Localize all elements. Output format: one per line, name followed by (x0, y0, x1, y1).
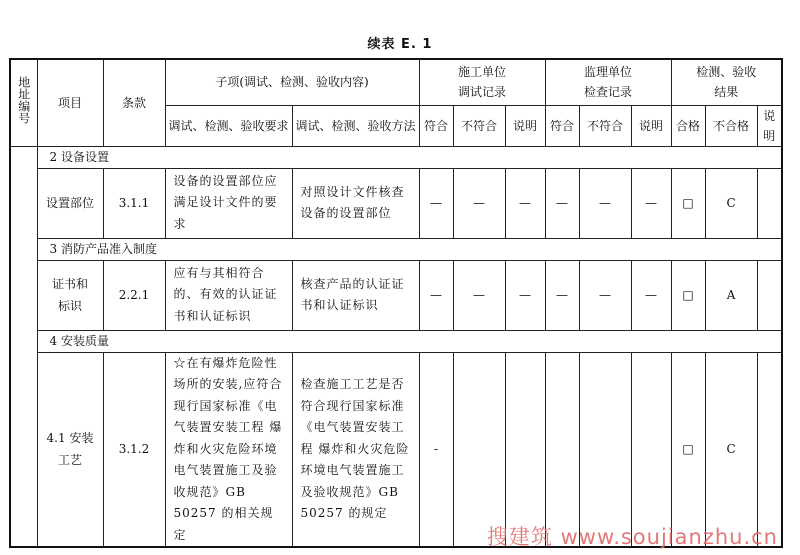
table-row (10, 168, 782, 238)
header-qualified: 合格 (671, 105, 705, 146)
method-cell: 核查产品的认证证书和认证标识 (292, 260, 419, 330)
header-contractor-conform: 符合 (419, 105, 453, 146)
clause-cell: 3.1.1 (103, 168, 165, 238)
contractor-nonconform-cell (453, 352, 505, 547)
requirement-cell: ☆在有爆炸危险性场所的安装,应符合现行国家标准《电气装置安装工程 爆炸和火灾危险环境电气装置施工及验收规范》GB 50257 的相关规定 (165, 352, 292, 547)
header-address-no: 地址编号 (10, 59, 37, 146)
table-row (10, 352, 782, 547)
supervisor-conform-cell (545, 352, 579, 547)
header-subitem: 子项(调试、检测、验收内容) (165, 59, 419, 105)
header-supervisor-note: 说明 (631, 105, 671, 146)
supervisor-note-cell (631, 352, 671, 547)
header-contractor: 施工单位调试记录 (419, 59, 545, 105)
contractor-nonconform-cell: — (453, 260, 505, 330)
header-result: 检测、验收结果 (671, 59, 782, 105)
qualified-checkbox[interactable]: □ (671, 168, 705, 238)
supervisor-note-cell: — (631, 260, 671, 330)
section-heading: 2 设备设置 (37, 146, 782, 168)
header-clause: 条款 (103, 59, 165, 146)
item-cell: 设置部位 (37, 168, 103, 238)
header-supervisor: 监理单位检查记录 (545, 59, 671, 105)
header-contractor-note: 说明 (505, 105, 545, 146)
result-note-cell (757, 260, 782, 330)
qualified-checkbox[interactable]: □ (671, 260, 705, 330)
header-supervisor-nonconform: 不符合 (579, 105, 631, 146)
contractor-nonconform-cell: — (453, 168, 505, 238)
result-note-cell (757, 168, 782, 238)
supervisor-nonconform-cell (579, 352, 631, 547)
contractor-conform-cell: — (419, 168, 453, 238)
item-cell: 4.1 安装工艺 (37, 352, 103, 547)
method-cell: 检查施工工艺是否符合现行国家标准《电气装置安装工程 爆炸和火灾危险环境电气装置施工及验收规范》GB 50257 的规定 (292, 352, 419, 547)
clause-cell: 2.2.1 (103, 260, 165, 330)
header-unqualified: 不合格 (705, 105, 757, 146)
method-cell: 对照设计文件核查设备的设置部位 (292, 168, 419, 238)
requirement-cell: 应有与其相符合的、有效的认证证书和认证标识 (165, 260, 292, 330)
page-title: 续表 E. 1 (367, 37, 433, 52)
qualified-checkbox[interactable]: □ (671, 352, 705, 547)
contractor-conform-cell: — (419, 260, 453, 330)
header-result-note: 说明 (757, 105, 782, 146)
contractor-note-cell (505, 352, 545, 547)
address-no-cell (10, 146, 37, 547)
supervisor-nonconform-cell: — (579, 260, 631, 330)
unqualified-grade: C (705, 352, 757, 547)
section-heading: 4 安装质量 (37, 330, 782, 352)
supervisor-note-cell: — (631, 168, 671, 238)
requirement-cell: 设备的设置部位应满足设计文件的要求 (165, 168, 292, 238)
acceptance-table (9, 58, 783, 548)
contractor-note-cell: — (505, 168, 545, 238)
header-item: 项目 (37, 59, 103, 146)
clause-cell: 3.1.2 (103, 352, 165, 547)
header-method: 调试、检测、验收方法 (292, 105, 419, 146)
header-contractor-nonconform: 不符合 (453, 105, 505, 146)
watermark: 搜建筑 www.soujianzhu.cn (486, 525, 778, 549)
section-heading: 3 消防产品准入制度 (37, 238, 782, 260)
item-cell: 证书和标识 (37, 260, 103, 330)
supervisor-nonconform-cell: — (579, 168, 631, 238)
unqualified-grade: A (705, 260, 757, 330)
supervisor-conform-cell: — (545, 260, 579, 330)
header-requirement: 调试、检测、验收要求 (165, 105, 292, 146)
contractor-conform-cell: - (419, 352, 453, 547)
contractor-note-cell: — (505, 260, 545, 330)
result-note-cell (757, 352, 782, 547)
supervisor-conform-cell: — (545, 168, 579, 238)
header-supervisor-conform: 符合 (545, 105, 579, 146)
table-row (10, 260, 782, 330)
unqualified-grade: C (705, 168, 757, 238)
